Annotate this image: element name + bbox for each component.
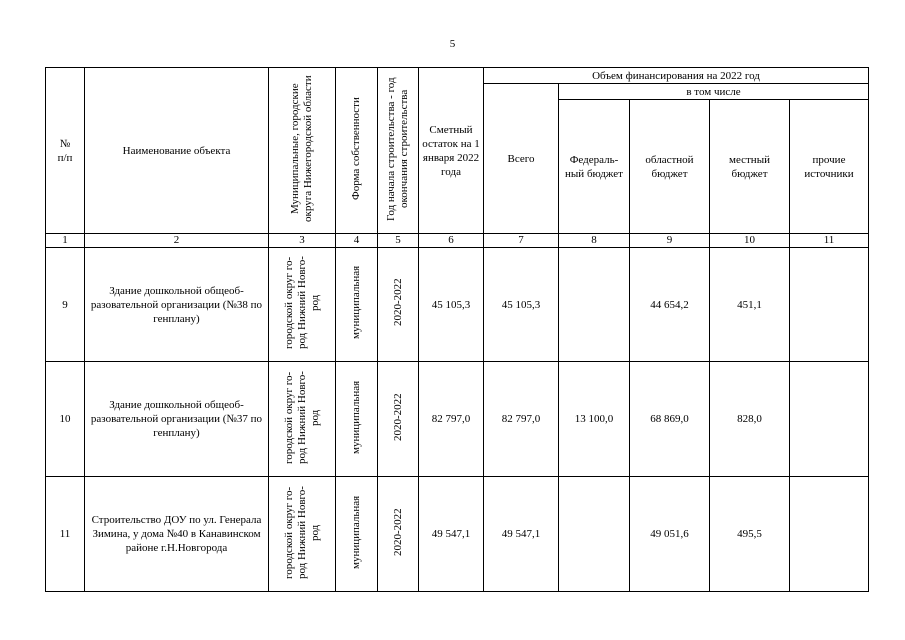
column-number: 5 xyxy=(378,234,419,248)
estimate-value: 45 105,3 xyxy=(419,248,484,362)
header-including: в том числе xyxy=(559,84,869,100)
column-number: 9 xyxy=(630,234,710,248)
object-name: Строительство ДОУ по ул. Генерала Зимина, у дома №40 в Канавинском районе г.Н.Новгорода xyxy=(85,477,269,592)
other-value xyxy=(790,248,869,362)
years-text: 2020-2022 xyxy=(391,393,404,441)
header-local: местный бюджет xyxy=(710,100,790,234)
municipality-cell xyxy=(269,362,336,477)
municipality-cell xyxy=(269,477,336,592)
header-municipality xyxy=(269,68,336,234)
header-other: прочие источники xyxy=(790,100,869,234)
header-num: № п/п xyxy=(46,68,85,234)
column-number: 4 xyxy=(336,234,378,248)
header-ownership-label: Форма собственности xyxy=(350,97,362,200)
regional-value: 44 654,2 xyxy=(630,248,710,362)
local-value: 828,0 xyxy=(710,362,790,477)
table-row xyxy=(46,362,869,477)
header-municipality-label: Муниципальные, городские округа Нижегородской области xyxy=(289,75,314,222)
object-name: Здание дошкольной общеоб-разовательной организации (№38 по генплану) xyxy=(85,248,269,362)
other-value xyxy=(790,362,869,477)
ownership-text: муниципальная xyxy=(350,380,362,454)
local-value: 451,1 xyxy=(710,248,790,362)
municipality-text: городской округ го-род Нижний Новго-род xyxy=(282,485,321,579)
regional-value: 68 869,0 xyxy=(630,362,710,477)
header-name: Наименование объекта xyxy=(85,68,269,234)
column-number: 1 xyxy=(46,234,85,248)
ownership-cell xyxy=(336,248,378,362)
header-federal: Федераль-ный бюджет xyxy=(559,100,630,234)
federal-value xyxy=(559,248,630,362)
ownership-text: муниципальная xyxy=(350,265,362,340)
years-cell xyxy=(378,477,419,592)
funding-table xyxy=(45,67,869,592)
page-number: 5 xyxy=(449,38,456,50)
municipality-cell xyxy=(269,248,336,362)
object-name: Здание дошкольной общеоб-разовательной организации (№37 по генплану) xyxy=(85,362,269,477)
column-number: 10 xyxy=(710,234,790,248)
header-years-label: Год начала строительства - год окончания строительства xyxy=(385,76,410,221)
column-number: 3 xyxy=(269,234,336,248)
header-funding-group: Объем финансирования на 2022 год xyxy=(484,68,869,84)
ownership-cell xyxy=(336,362,378,477)
total-value: 82 797,0 xyxy=(484,362,559,477)
table-row xyxy=(46,248,869,362)
estimate-value: 82 797,0 xyxy=(419,362,484,477)
years-text: 2020-2022 xyxy=(391,508,404,556)
row-num: 11 xyxy=(46,477,85,592)
ownership-cell xyxy=(336,477,378,592)
header-years xyxy=(378,68,419,234)
municipality-text: городской округ го-род Нижний Новго-род xyxy=(282,256,321,349)
row-num: 9 xyxy=(46,248,85,362)
regional-value: 49 051,6 xyxy=(630,477,710,592)
federal-value xyxy=(559,477,630,592)
column-number: 7 xyxy=(484,234,559,248)
federal-value: 13 100,0 xyxy=(559,362,630,477)
years-cell xyxy=(378,248,419,362)
header-regional: областной бюджет xyxy=(630,100,710,234)
column-number: 8 xyxy=(559,234,630,248)
total-value: 45 105,3 xyxy=(484,248,559,362)
estimate-value: 49 547,1 xyxy=(419,477,484,592)
header-total: Всего xyxy=(484,84,559,234)
header-estimate: Сметный остаток на 1 января 2022 года xyxy=(419,68,484,234)
years-cell xyxy=(378,362,419,477)
local-value: 495,5 xyxy=(710,477,790,592)
row-num: 10 xyxy=(46,362,85,477)
column-number-row xyxy=(46,234,869,248)
column-number: 2 xyxy=(85,234,269,248)
other-value xyxy=(790,477,869,592)
total-value: 49 547,1 xyxy=(484,477,559,592)
column-number: 6 xyxy=(419,234,484,248)
table-row xyxy=(46,477,869,592)
municipality-text: городской округ го-род Нижний Новго-род xyxy=(282,370,321,464)
header-ownership xyxy=(336,68,378,234)
ownership-text: муниципальная xyxy=(350,495,362,569)
column-number: 11 xyxy=(790,234,869,248)
years-text: 2020-2022 xyxy=(391,278,404,327)
